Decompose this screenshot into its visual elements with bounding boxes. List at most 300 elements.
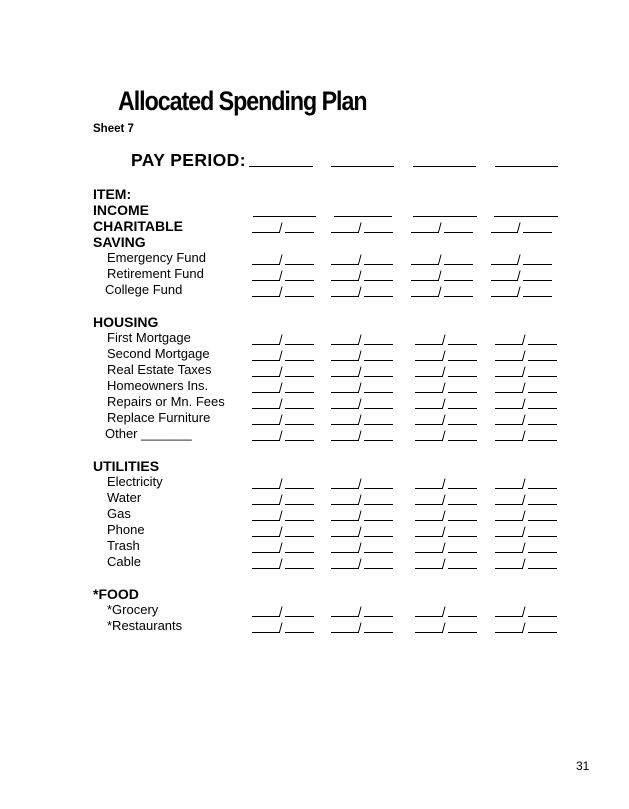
slash-separator: / [522, 428, 526, 443]
budget-blank[interactable] [415, 360, 443, 361]
utilities-3-field-4[interactable] [495, 507, 557, 521]
saving-1-field-4[interactable] [491, 251, 552, 265]
slash-separator: / [358, 380, 362, 395]
housing-5-field-2[interactable] [331, 395, 393, 409]
actual-blank[interactable] [523, 280, 552, 281]
housing-5-field-3[interactable] [415, 395, 477, 409]
actual-blank[interactable] [364, 264, 393, 265]
budget-blank[interactable] [495, 344, 523, 345]
slash-separator: / [522, 604, 526, 619]
budget-blank[interactable] [331, 296, 359, 297]
utilities-1-field-4[interactable] [495, 475, 557, 489]
actual-blank[interactable] [528, 536, 557, 537]
budget-blank[interactable] [491, 280, 518, 281]
actual-blank[interactable] [523, 264, 552, 265]
budget-blank[interactable] [331, 440, 359, 441]
housing-3-field-4[interactable] [495, 363, 557, 377]
housing-1-field-1[interactable] [252, 331, 314, 345]
budget-blank[interactable] [331, 520, 359, 521]
budget-blank[interactable] [331, 392, 359, 393]
slash-separator: / [279, 556, 283, 571]
utilities-2-field-1[interactable] [252, 491, 314, 505]
utilities-3-field-2[interactable] [331, 507, 393, 521]
utilities-4-field-4[interactable] [495, 523, 557, 537]
income-blank-4[interactable] [494, 216, 558, 217]
food-2-field-1[interactable] [252, 619, 314, 633]
budget-blank[interactable] [495, 440, 523, 441]
actual-blank[interactable] [285, 552, 314, 553]
utilities-5-field-4[interactable] [495, 539, 557, 553]
saving-1-field-2[interactable] [331, 251, 393, 265]
sheet-label: Sheet 7 [93, 123, 134, 135]
housing-3-field-3[interactable] [415, 363, 477, 377]
actual-blank[interactable] [364, 616, 393, 617]
slash-separator: / [442, 524, 446, 539]
actual-blank[interactable] [364, 488, 393, 489]
budget-blank[interactable] [415, 488, 443, 489]
actual-blank[interactable] [448, 424, 477, 425]
slash-separator: / [358, 252, 362, 267]
saving-1-field-1[interactable] [252, 251, 314, 265]
slash-separator: / [279, 364, 283, 379]
slash-separator: / [442, 540, 446, 555]
housing-label: HOUSING [93, 314, 159, 330]
actual-blank[interactable] [448, 632, 477, 633]
budget-blank[interactable] [415, 536, 443, 537]
budget-blank[interactable] [495, 488, 523, 489]
pay-period-blank-4[interactable] [495, 166, 558, 167]
actual-blank[interactable] [285, 504, 314, 505]
actual-blank[interactable] [364, 504, 393, 505]
housing-6-field-4[interactable] [495, 411, 557, 425]
budget-blank[interactable] [415, 344, 443, 345]
food-item: *Restaurants [107, 618, 183, 633]
slash-separator: / [442, 620, 446, 635]
budget-blank[interactable] [415, 424, 443, 425]
slash-separator: / [442, 604, 446, 619]
budget-blank[interactable] [415, 552, 443, 553]
slash-separator: / [358, 540, 362, 555]
actual-blank[interactable] [528, 344, 557, 345]
budget-blank[interactable] [495, 536, 523, 537]
saving-item: College Fund [105, 282, 183, 297]
page-title: Allocated Spending Plan [118, 86, 367, 116]
slash-separator: / [358, 348, 362, 363]
budget-blank[interactable] [252, 264, 280, 265]
housing-item: Repairs or Mn. Fees [107, 394, 225, 409]
food-2-field-3[interactable] [415, 619, 477, 633]
budget-blank[interactable] [252, 424, 280, 425]
food-1-field-1[interactable] [252, 603, 314, 617]
budget-blank[interactable] [415, 440, 443, 441]
housing-4-field-3[interactable] [415, 379, 477, 393]
housing-7-field-4[interactable] [495, 427, 557, 441]
housing-3-field-2[interactable] [331, 363, 393, 377]
food-2-field-2[interactable] [331, 619, 393, 633]
saving-3-field-2[interactable] [331, 283, 393, 297]
actual-blank[interactable] [364, 440, 393, 441]
slash-separator: / [279, 380, 283, 395]
actual-blank[interactable] [448, 568, 477, 569]
slash-separator: / [358, 332, 362, 347]
slash-separator: / [358, 284, 362, 299]
saving-item: Retirement Fund [107, 266, 204, 281]
actual-blank[interactable] [364, 280, 393, 281]
housing-6-field-3[interactable] [415, 411, 477, 425]
actual-blank[interactable] [364, 392, 393, 393]
housing-6-field-2[interactable] [331, 411, 393, 425]
budget-blank[interactable] [491, 296, 518, 297]
pay-period-label: PAY PERIOD: [131, 150, 246, 170]
housing-1-field-2[interactable] [331, 331, 393, 345]
budget-blank[interactable] [331, 488, 359, 489]
actual-blank[interactable] [285, 488, 314, 489]
budget-blank[interactable] [252, 360, 280, 361]
utilities-6-field-3[interactable] [415, 555, 477, 569]
slash-separator: / [517, 220, 521, 235]
budget-blank[interactable] [495, 520, 523, 521]
actual-blank[interactable] [528, 504, 557, 505]
actual-blank[interactable] [364, 232, 393, 233]
actual-blank[interactable] [448, 440, 477, 441]
slash-separator: / [279, 396, 283, 411]
actual-blank[interactable] [444, 280, 473, 281]
actual-blank[interactable] [528, 632, 557, 633]
slash-separator: / [522, 476, 526, 491]
budget-blank[interactable] [252, 280, 280, 281]
slash-separator: / [279, 476, 283, 491]
budget-blank[interactable] [415, 504, 443, 505]
actual-blank[interactable] [285, 568, 314, 569]
housing-4-field-2[interactable] [331, 379, 393, 393]
budget-blank[interactable] [331, 616, 359, 617]
housing-item: Second Mortgage [107, 346, 210, 361]
budget-blank[interactable] [252, 440, 280, 441]
actual-blank[interactable] [364, 360, 393, 361]
actual-blank[interactable] [285, 360, 314, 361]
saving-2-field-2[interactable] [331, 267, 393, 281]
actual-blank[interactable] [285, 440, 314, 441]
income-blank-2[interactable] [334, 216, 392, 217]
budget-blank[interactable] [495, 504, 523, 505]
actual-blank[interactable] [364, 344, 393, 345]
food-label: *FOOD [93, 586, 139, 602]
food-1-field-4[interactable] [495, 603, 557, 617]
budget-blank[interactable] [491, 264, 518, 265]
slash-separator: / [279, 412, 283, 427]
budget-blank[interactable] [491, 232, 518, 233]
budget-blank[interactable] [252, 568, 280, 569]
slash-separator: / [358, 620, 362, 635]
actual-blank[interactable] [364, 520, 393, 521]
actual-blank[interactable] [285, 264, 314, 265]
actual-blank[interactable] [523, 232, 552, 233]
actual-blank[interactable] [448, 616, 477, 617]
slash-separator: / [279, 508, 283, 523]
slash-separator: / [358, 476, 362, 491]
budget-blank[interactable] [415, 632, 443, 633]
utilities-5-field-3[interactable] [415, 539, 477, 553]
actual-blank[interactable] [528, 376, 557, 377]
actual-blank[interactable] [444, 264, 473, 265]
budget-blank[interactable] [411, 232, 439, 233]
housing-7-field-3[interactable] [415, 427, 477, 441]
utilities-2-field-2[interactable] [331, 491, 393, 505]
utilities-4-field-1[interactable] [252, 523, 314, 537]
budget-blank[interactable] [495, 360, 523, 361]
pay-period-blank-2[interactable] [331, 166, 394, 167]
slash-separator: / [279, 284, 283, 299]
budget-blank[interactable] [411, 264, 439, 265]
slash-separator: / [522, 412, 526, 427]
budget-blank[interactable] [331, 264, 359, 265]
slash-separator: / [279, 348, 283, 363]
actual-blank[interactable] [285, 376, 314, 377]
budget-blank[interactable] [252, 344, 280, 345]
saving-2-field-1[interactable] [252, 267, 314, 281]
utilities-3-field-1[interactable] [252, 507, 314, 521]
budget-blank[interactable] [495, 552, 523, 553]
actual-blank[interactable] [364, 632, 393, 633]
saving-3-field-3[interactable] [411, 283, 473, 297]
actual-blank[interactable] [528, 360, 557, 361]
charitable-field-2[interactable] [331, 219, 393, 233]
actual-blank[interactable] [285, 424, 314, 425]
budget-blank[interactable] [495, 568, 523, 569]
charitable-field-4[interactable] [491, 219, 552, 233]
housing-2-field-2[interactable] [331, 347, 393, 361]
actual-blank[interactable] [285, 392, 314, 393]
budget-blank[interactable] [495, 408, 523, 409]
slash-separator: / [279, 252, 283, 267]
pay-period-blank-3[interactable] [413, 166, 476, 167]
housing-item: Homeowners Ins. [107, 378, 209, 393]
actual-blank[interactable] [364, 536, 393, 537]
actual-blank[interactable] [444, 232, 473, 233]
actual-blank[interactable] [528, 520, 557, 521]
saving-1-field-3[interactable] [411, 251, 473, 265]
budget-blank[interactable] [495, 424, 523, 425]
budget-blank[interactable] [495, 616, 523, 617]
budget-blank[interactable] [252, 520, 280, 521]
budget-blank[interactable] [411, 296, 439, 297]
slash-separator: / [358, 364, 362, 379]
actual-blank[interactable] [285, 632, 314, 633]
budget-blank[interactable] [495, 632, 523, 633]
budget-blank[interactable] [331, 424, 359, 425]
housing-4-field-1[interactable] [252, 379, 314, 393]
budget-blank[interactable] [331, 360, 359, 361]
food-1-field-3[interactable] [415, 603, 477, 617]
budget-blank[interactable] [252, 616, 280, 617]
utilities-5-field-1[interactable] [252, 539, 314, 553]
housing-item: Other _______ [105, 426, 192, 441]
utilities-3-field-3[interactable] [415, 507, 477, 521]
pay-period-blank-1[interactable] [249, 166, 313, 167]
utilities-6-field-1[interactable] [252, 555, 314, 569]
actual-blank[interactable] [528, 568, 557, 569]
utilities-item: Cable [107, 554, 141, 569]
housing-7-field-1[interactable] [252, 427, 314, 441]
food-1-field-2[interactable] [331, 603, 393, 617]
saving-item: Emergency Fund [107, 250, 206, 265]
charitable-label: CHARITABLE [93, 218, 183, 234]
actual-blank[interactable] [285, 616, 314, 617]
saving-3-field-4[interactable] [491, 283, 552, 297]
housing-6-field-1[interactable] [252, 411, 314, 425]
utilities-4-field-2[interactable] [331, 523, 393, 537]
budget-blank[interactable] [331, 632, 359, 633]
actual-blank[interactable] [528, 408, 557, 409]
charitable-field-3[interactable] [411, 219, 473, 233]
actual-blank[interactable] [448, 552, 477, 553]
budget-blank[interactable] [411, 280, 439, 281]
housing-4-field-4[interactable] [495, 379, 557, 393]
actual-blank[interactable] [364, 424, 393, 425]
saving-label: SAVING [93, 234, 146, 250]
utilities-1-field-2[interactable] [331, 475, 393, 489]
actual-blank[interactable] [448, 392, 477, 393]
slash-separator: / [358, 556, 362, 571]
actual-blank[interactable] [448, 520, 477, 521]
saving-2-field-4[interactable] [491, 267, 552, 281]
actual-blank[interactable] [444, 296, 473, 297]
housing-2-field-1[interactable] [252, 347, 314, 361]
actual-blank[interactable] [528, 552, 557, 553]
budget-blank[interactable] [415, 568, 443, 569]
slash-separator: / [522, 396, 526, 411]
actual-blank[interactable] [285, 280, 314, 281]
actual-blank[interactable] [448, 344, 477, 345]
budget-blank[interactable] [415, 376, 443, 377]
budget-blank[interactable] [331, 552, 359, 553]
budget-blank[interactable] [252, 232, 280, 233]
food-item: *Grocery [107, 602, 159, 617]
actual-blank[interactable] [285, 232, 314, 233]
slash-separator: / [358, 412, 362, 427]
budget-blank[interactable] [331, 504, 359, 505]
housing-2-field-4[interactable] [495, 347, 557, 361]
budget-blank[interactable] [415, 616, 443, 617]
slash-separator: / [442, 332, 446, 347]
budget-blank[interactable] [252, 392, 280, 393]
utilities-5-field-2[interactable] [331, 539, 393, 553]
utilities-6-field-2[interactable] [331, 555, 393, 569]
housing-5-field-1[interactable] [252, 395, 314, 409]
housing-1-field-4[interactable] [495, 331, 557, 345]
page-number: 31 [576, 759, 590, 773]
budget-blank[interactable] [252, 536, 280, 537]
actual-blank[interactable] [364, 568, 393, 569]
actual-blank[interactable] [448, 488, 477, 489]
budget-blank[interactable] [495, 376, 523, 377]
budget-blank[interactable] [331, 344, 359, 345]
budget-blank[interactable] [415, 408, 443, 409]
housing-5-field-4[interactable] [495, 395, 557, 409]
actual-blank[interactable] [528, 440, 557, 441]
actual-blank[interactable] [448, 504, 477, 505]
actual-blank[interactable] [523, 296, 552, 297]
budget-blank[interactable] [331, 376, 359, 377]
budget-blank[interactable] [252, 488, 280, 489]
charitable-field-1[interactable] [252, 219, 314, 233]
budget-blank[interactable] [252, 408, 280, 409]
slash-separator: / [522, 380, 526, 395]
budget-blank[interactable] [331, 536, 359, 537]
budget-blank[interactable] [331, 408, 359, 409]
slash-separator: / [358, 220, 362, 235]
slash-separator: / [279, 220, 283, 235]
actual-blank[interactable] [528, 424, 557, 425]
actual-blank[interactable] [285, 536, 314, 537]
budget-blank[interactable] [252, 504, 280, 505]
saving-2-field-3[interactable] [411, 267, 473, 281]
budget-blank[interactable] [252, 376, 280, 377]
utilities-1-field-1[interactable] [252, 475, 314, 489]
actual-blank[interactable] [364, 296, 393, 297]
food-2-field-4[interactable] [495, 619, 557, 633]
actual-blank[interactable] [364, 552, 393, 553]
slash-separator: / [279, 524, 283, 539]
housing-3-field-1[interactable] [252, 363, 314, 377]
actual-blank[interactable] [364, 376, 393, 377]
slash-separator: / [442, 476, 446, 491]
budget-blank[interactable] [415, 520, 443, 521]
slash-separator: / [442, 428, 446, 443]
actual-blank[interactable] [285, 520, 314, 521]
actual-blank[interactable] [448, 408, 477, 409]
slash-separator: / [522, 620, 526, 635]
actual-blank[interactable] [528, 392, 557, 393]
housing-2-field-3[interactable] [415, 347, 477, 361]
actual-blank[interactable] [364, 408, 393, 409]
slash-separator: / [358, 396, 362, 411]
budget-blank[interactable] [331, 280, 359, 281]
budget-blank[interactable] [415, 392, 443, 393]
utilities-6-field-4[interactable] [495, 555, 557, 569]
utilities-4-field-3[interactable] [415, 523, 477, 537]
actual-blank[interactable] [285, 344, 314, 345]
budget-blank[interactable] [331, 568, 359, 569]
budget-blank[interactable] [252, 632, 280, 633]
utilities-1-field-3[interactable] [415, 475, 477, 489]
budget-blank[interactable] [495, 392, 523, 393]
slash-separator: / [279, 492, 283, 507]
income-blank-1[interactable] [253, 216, 316, 217]
saving-3-field-1[interactable] [252, 283, 314, 297]
housing-item: First Mortgage [107, 330, 191, 345]
slash-separator: / [522, 348, 526, 363]
actual-blank[interactable] [448, 376, 477, 377]
actual-blank[interactable] [285, 296, 314, 297]
income-blank-3[interactable] [413, 216, 477, 217]
actual-blank[interactable] [528, 616, 557, 617]
housing-7-field-2[interactable] [331, 427, 393, 441]
budget-blank[interactable] [331, 232, 359, 233]
actual-blank[interactable] [448, 360, 477, 361]
slash-separator: / [438, 220, 442, 235]
budget-blank[interactable] [252, 296, 280, 297]
utilities-label: UTILITIES [93, 458, 160, 474]
actual-blank[interactable] [285, 408, 314, 409]
actual-blank[interactable] [528, 488, 557, 489]
budget-blank[interactable] [252, 552, 280, 553]
actual-blank[interactable] [448, 536, 477, 537]
slash-separator: / [442, 412, 446, 427]
housing-1-field-3[interactable] [415, 331, 477, 345]
utilities-2-field-4[interactable] [495, 491, 557, 505]
utilities-2-field-3[interactable] [415, 491, 477, 505]
